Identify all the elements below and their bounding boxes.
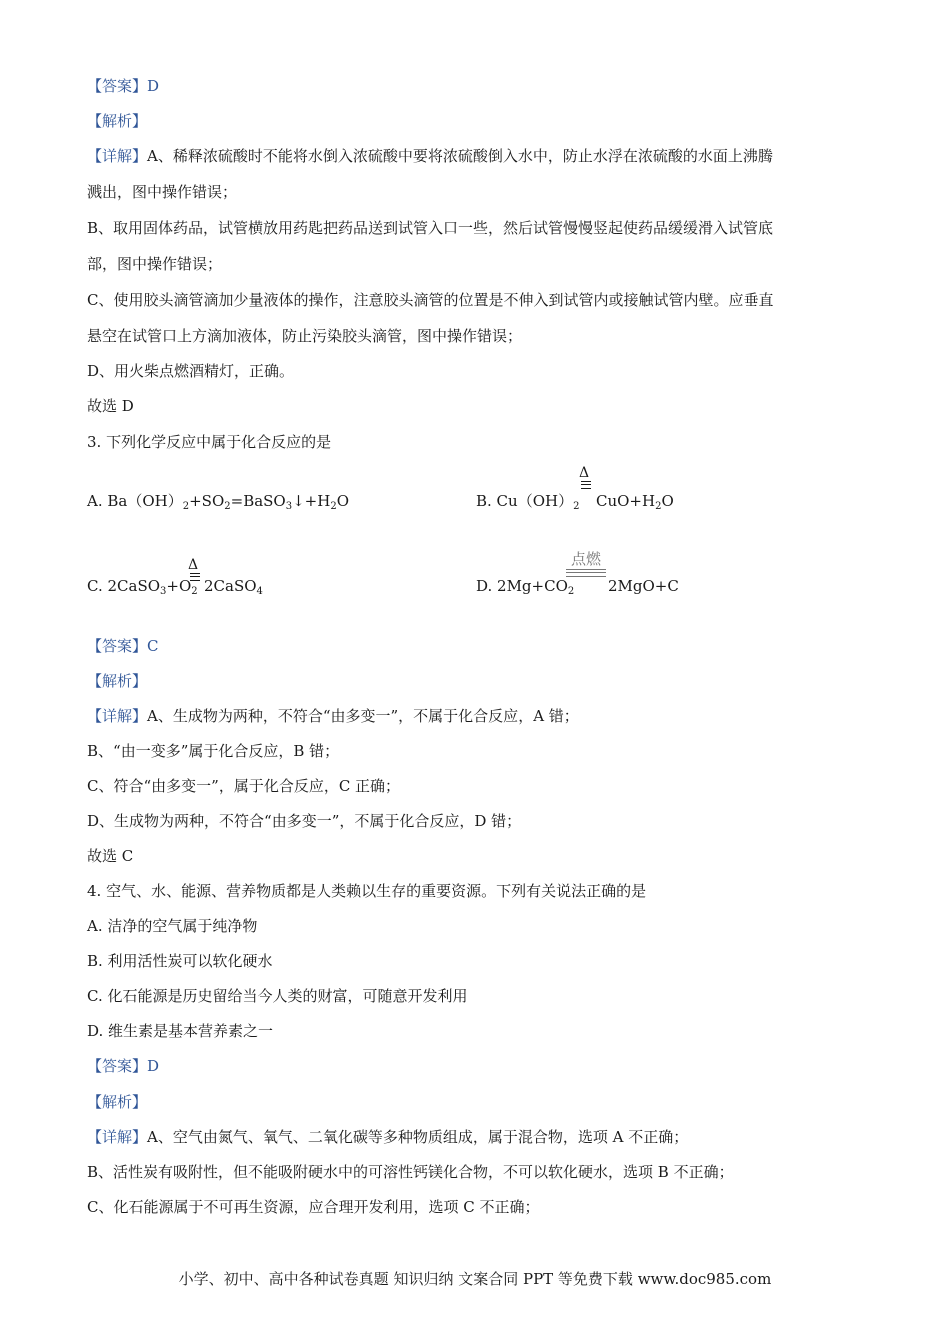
- q3-detail-d: D、生成物为两种，不符合“由多变一”，不属于化合反应，D 错；: [87, 812, 522, 830]
- equals-sign: [581, 481, 591, 489]
- detail-label: 【详解】: [87, 1128, 148, 1146]
- q3-answer-label: 【答案】C: [87, 637, 159, 655]
- q4-analysis-label: 【解析】: [87, 1093, 148, 1111]
- detail-text: A、空气由氮气、氧气、二氧化碳等多种物质组成，属于混合物，选项 A 不正确；: [147, 1128, 689, 1146]
- equals-sign: [566, 569, 606, 577]
- q3-option-c: C. $2CaSO_3+O_2$: [87, 577, 198, 597]
- q2-detail-b: B、取用固体药品，试管横放用药匙把药品送到试管入口一些，然后试管慢慢竖起使药品缓缓滑入试管底: [87, 219, 774, 237]
- q4-answer-label: 【答案】D: [87, 1057, 160, 1075]
- q2-detail-d: D、用火柴点燃酒精灯，正确。: [87, 362, 295, 380]
- q3-question: 3. 下列化学反应中属于化合反应的是: [87, 433, 332, 451]
- page-footer: 小学、初中、高中各种试卷真题 知识归纳 文案合同 PPT 等免费下载 www.doc985.com: [178, 1270, 772, 1288]
- q3-option-d: D. $2Mg+CO_2$: [476, 577, 575, 597]
- q2-detail-a: [87, 146, 773, 166]
- q3-option-b-products: $CuO+H_2O$: [596, 492, 674, 512]
- q3-option-d-products: 2MgO+C: [608, 577, 679, 595]
- heat-condition: Δ: [579, 465, 590, 481]
- q4-option-d: D. 维生素是基本营养素之一: [87, 1022, 274, 1040]
- q3-detail-c: C、符合“由多变一”，属于化合反应，C 正确；: [87, 777, 401, 795]
- q2-analysis-label: 【解析】: [87, 112, 148, 130]
- equals-sign: [190, 573, 200, 581]
- q3-conclusion: 故选 C: [87, 847, 134, 865]
- q3-analysis-label: 【解析】: [87, 672, 148, 690]
- ignite-condition: 点燃: [570, 550, 601, 568]
- detail-text: A、生成物为两种，不符合“由多变一”，不属于化合反应，A 错；: [147, 707, 579, 725]
- heat-condition: Δ: [188, 557, 199, 573]
- q3-detail-b: B、“由一变多”属于化合反应，B 错；: [87, 742, 340, 760]
- detail-label: 【详解】: [87, 707, 148, 725]
- q4-question: 4. 空气、水、能源、营养物质都是人类赖以生存的重要资源。下列有关说法正确的是: [87, 882, 647, 900]
- detail-text: A、稀释浓硫酸时不能将水倒入浓硫酸中要将浓硫酸倒入水中，防止水浮在浓硫酸的水面上沸腾: [147, 147, 773, 165]
- detail-label: 【详解】: [87, 147, 148, 165]
- q4-detail-a: [87, 1127, 688, 1147]
- q2-detail-c-cont: 悬空在试管口上方滴加液体，防止污染胶头滴管，图中操作错误；: [87, 327, 523, 345]
- q3-option-c-products: 2CaSO$_4$: [204, 577, 263, 597]
- q3-detail-a: [87, 706, 579, 726]
- q3-option-b: B. $Cu(OH)_2$: [476, 492, 580, 512]
- q2-detail-a-cont: 溅出，图中操作错误；: [87, 183, 238, 201]
- q2-detail-b-cont: 部，图中操作错误；: [87, 255, 223, 273]
- q4-option-a: A. 洁净的空气属于纯净物: [87, 917, 258, 935]
- q2-detail-c: C、使用胶头滴管滴加少量液体的操作，注意胶头滴管的位置是不伸入到试管内或接触试管内壁。应垂直: [87, 291, 774, 309]
- q4-option-b: B. 利用活性炭可以软化硬水: [87, 952, 273, 970]
- q4-option-c: C. 化石能源是历史留给当今人类的财富，可随意开发利用: [87, 987, 468, 1005]
- q3-option-a: A. $Ba(OH)_2+SO_2=BaSO_3↓+H_2O$: [87, 492, 350, 512]
- q2-answer-label: 【答案】D: [87, 77, 160, 95]
- q4-detail-b: B、活性炭有吸附性，但不能吸附硬水中的可溶性钙镁化合物，不可以软化硬水，选项 B 不正确；: [87, 1163, 734, 1181]
- q4-detail-c: C、化石能源属于不可再生资源，应合理开发利用，选项 C 不正确；: [87, 1198, 540, 1216]
- q2-conclusion: 故选 D: [87, 397, 134, 415]
